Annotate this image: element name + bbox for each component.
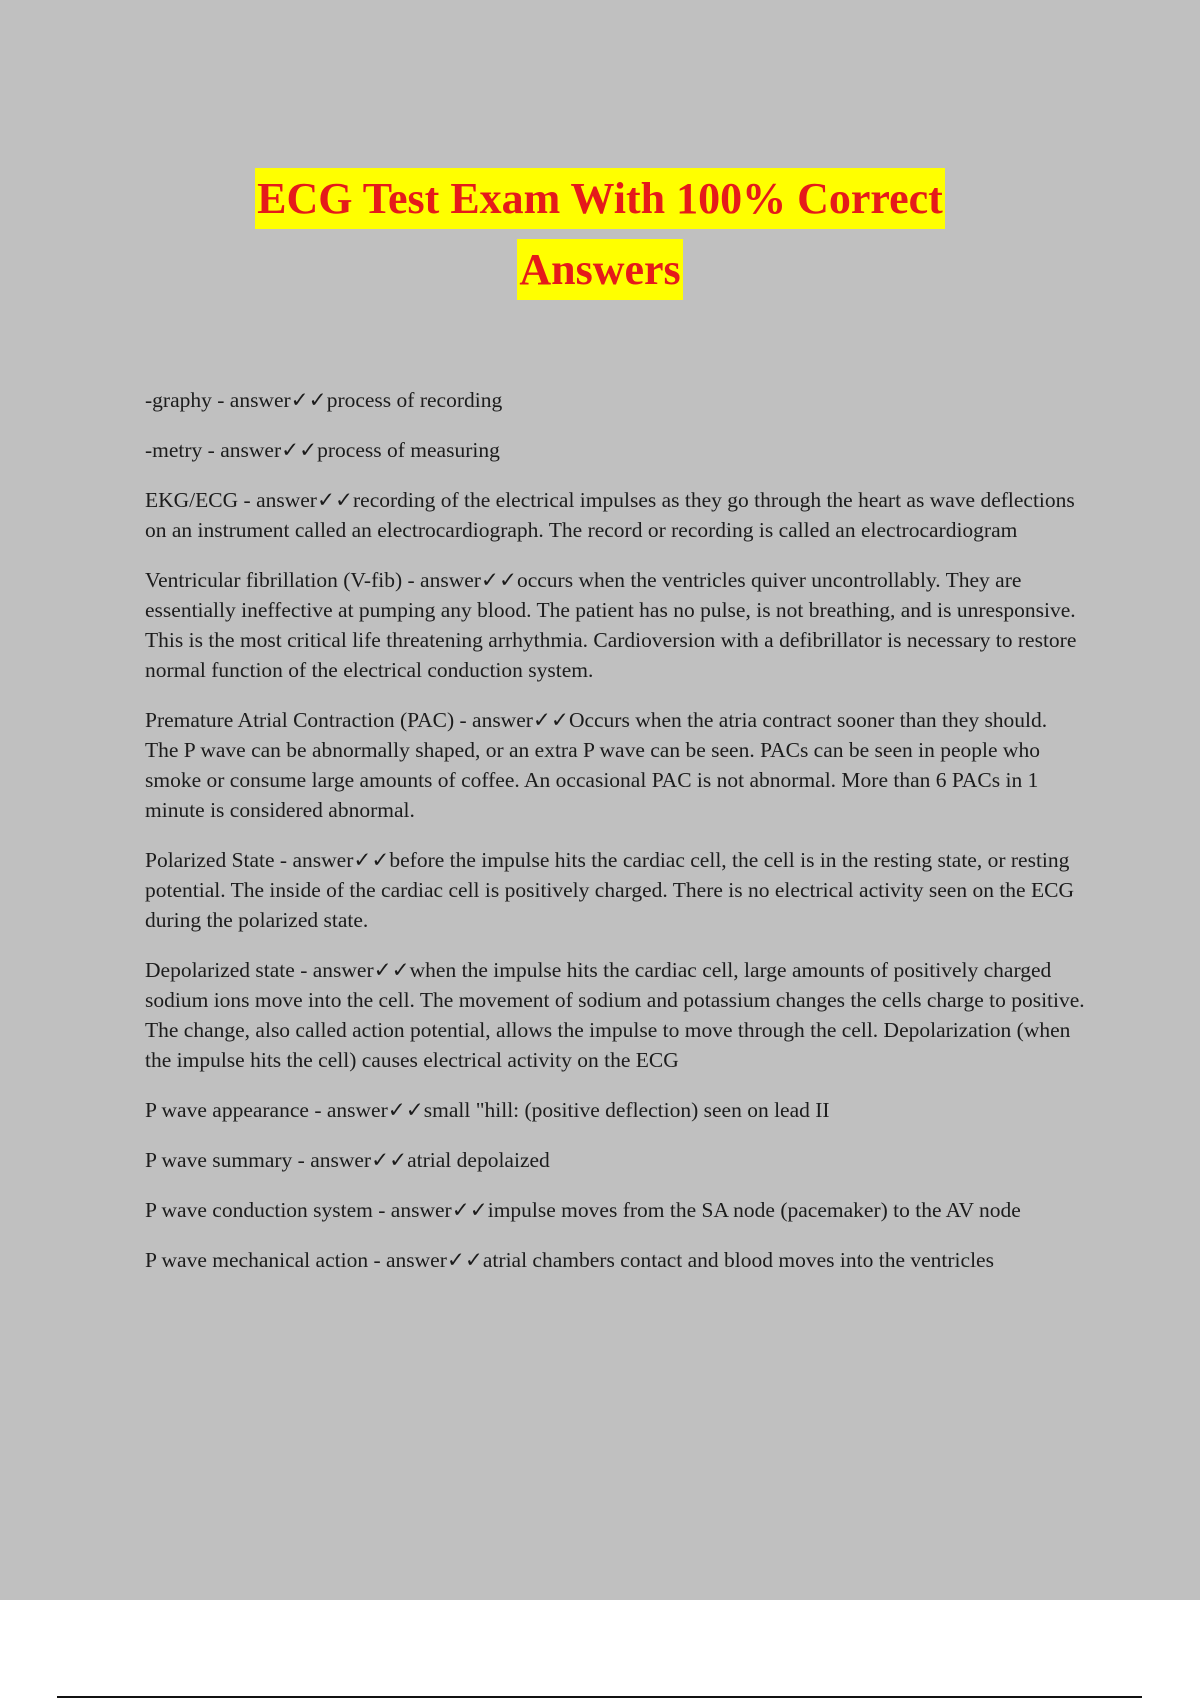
qa-entry-p-wave-conduction: P wave conduction system - answer✓✓impulse moves from the SA node (pacemaker) to the AV node: [145, 1198, 1021, 1222]
title-line-1: ECG Test Exam With 100% Correct: [255, 168, 945, 229]
title-line-2: Answers: [517, 239, 682, 300]
qa-entry-p-wave-summary: P wave summary - answer✓✓atrial depolaized: [145, 1148, 550, 1172]
qa-entry-ekg-ecg: EKG/ECG - answer✓✓recording of the electrical impulses as they go through the heart as wave deflections on an instrument called an electrocardiograph. The record or recording is called an electrocardiogram: [145, 488, 1075, 542]
qa-entry-depolarized: Depolarized state - answer✓✓when the impulse hits the cardiac cell, large amounts of positively charged sodium ions move into the cell. The movement of sodium and potassium changes the cells charge to positive. The change, also called action potential, allows the impulse to move through the cell. Depolarization (when the impulse hits the cell) causes electrical activity on the ECG: [145, 958, 1085, 1072]
footer-divider: [57, 1696, 1142, 1698]
qa-entry-pac: Premature Atrial Contraction (PAC) - answer✓✓Occurs when the atria contract sooner than they should. The P wave can be abnormally shaped, or an extra P wave can be seen. PACs can be seen in people who smoke or consume large amounts of coffee. An occasional PAC is not abnormal. More than 6 PACs in 1 minute is considered abnormal.: [145, 708, 1048, 822]
qa-entry-polarized: Polarized State - answer✓✓before the impulse hits the cardiac cell, the cell is in the resting state, or resting potential. The inside of the cardiac cell is positively charged. There is no electrical activity seen on the ECG during the polarized state.: [145, 848, 1074, 932]
qa-list: [145, 385, 1085, 1295]
qa-entry-graphy: -graphy - answer✓✓process of recording: [145, 388, 503, 412]
qa-entry-p-wave-appearance: P wave appearance - answer✓✓small "hill: (positive deflection) seen on lead II: [145, 1098, 830, 1122]
qa-entry-v-fib: Ventricular fibrillation (V-fib) - answer✓✓occurs when the ventricles quiver uncontrollably. They are essentially ineffective at pumping any blood. The patient has no pulse, is not breathing, and is unresponsive. This is the most critical life threatening arrhythmia. Cardioversion with a defibrillator is necessary to restore normal function of the electrical conduction system.: [145, 568, 1077, 682]
qa-entry-metry: -metry - answer✓✓process of measuring: [145, 438, 500, 462]
document-title: [100, 168, 1100, 310]
qa-entry-p-wave-mechanical: P wave mechanical action - answer✓✓atrial chambers contact and blood moves into the ventricles: [145, 1248, 994, 1272]
